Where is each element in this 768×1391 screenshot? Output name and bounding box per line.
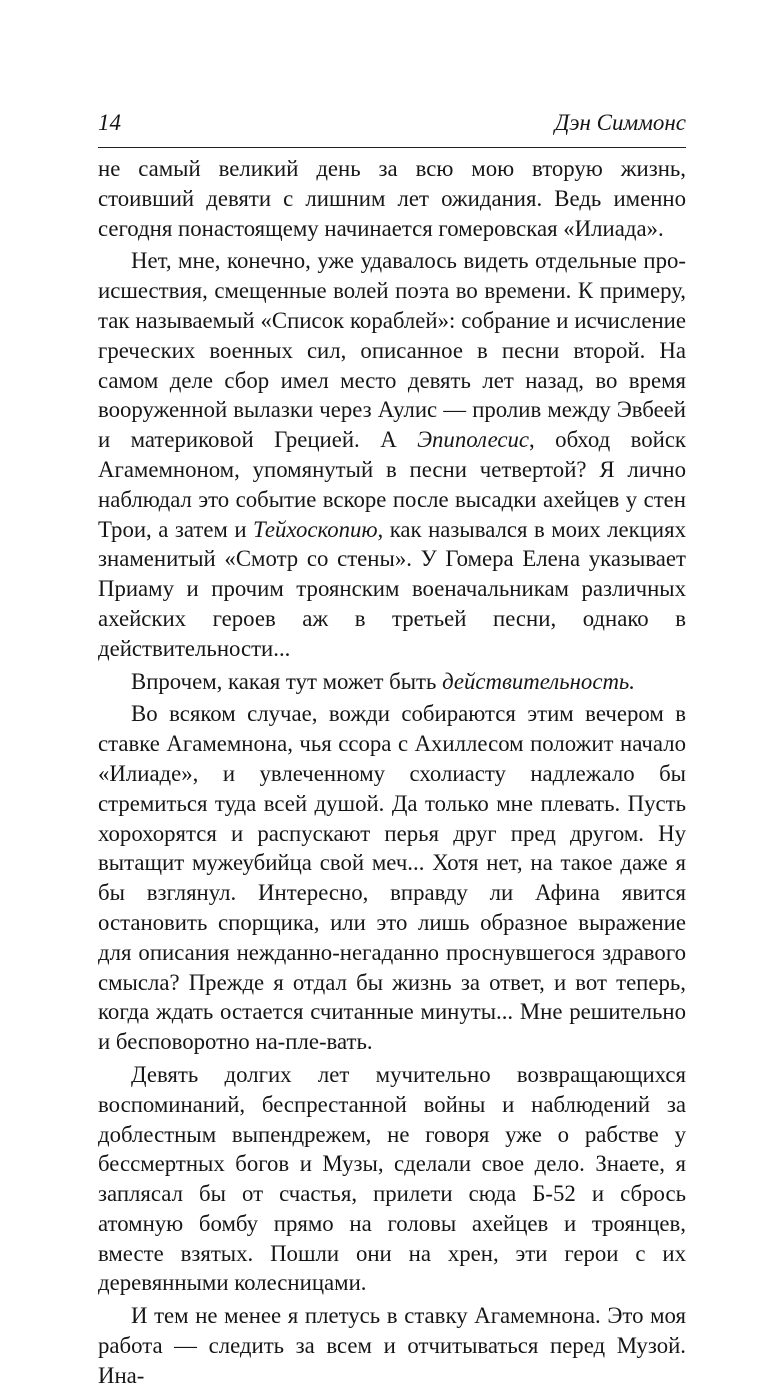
header-rule	[98, 147, 686, 148]
page-number: 14	[98, 110, 121, 135]
paragraph-3-part-a: Впрочем, какая тут может быть	[131, 668, 443, 694]
paragraph-2-part-c: , как назывался в моих лекциях знаменитый «Смотр со стены». У Гомера Елена указывает Приаму и прочим троянским военачальникам различных ахейских героев аж в третьей песни, однако в действительности...	[98, 516, 686, 661]
body-text	[98, 154, 686, 1391]
term-teichoskopia: Тейхоскопию	[253, 516, 378, 542]
paragraph-4: Во всяком случае, вожди собираются этим вечером в ставке Агамемнона, чья ссора с Ахиллесом положит начало «Илиаде», и увлеченному схолиасту надлежало бы стремиться туда всей душой. Да только мне плевать. Пусть хорохорятся и распускают перья друг пред другом. Ну вытащит мужеубийца свой меч... Хотя нет, на такое даже я бы взглянул. Интересно, вправду ли Афина явится остановить спорщика, или это лишь образное выражение для описания нежданно-негаданно проснувшегося здравого смысла? Прежде я отдал бы жизнь за ответ, и вот теперь, когда ждать остается считанные минуты... Мне решительно и бесповоротно на-пле-вать.	[98, 701, 686, 1055]
paragraph-3	[98, 667, 686, 697]
running-header	[98, 108, 686, 142]
paragraph-5: Девять долгих лет мучительно возвращающихся воспоминаний, беспрестанной войны и наблюдений за доблестным выпендрежем, не говоря уже о рабстве у бессмертных богов и Музы, сделали свое дело. Знаете, я заплясал бы от счастья, прилети сюда Б-52 и сбрось атомную бомбу прямо на головы ахейцев и троянцев, вместе взятых. Пошли они на хрен, эти герои с их деревянными колесницами.	[98, 1061, 686, 1296]
paragraph-2	[98, 246, 686, 663]
paragraph-6: И тем не менее я плетусь в ставку Агамемнона. Это моя работа — следить за всем и отчитываться перед Музой. Ина-	[98, 1303, 686, 1388]
term-epipolesis: Эпиполесис	[417, 427, 530, 453]
paragraph-1: не самый великий день за всю мою вторую жизнь, стоивший девяти с лишним лет ожидания. Ведь именно сегодня понастоящему начинается гомеровская «Илиада».	[98, 156, 686, 241]
running-head-author: Дэн Симмонс	[554, 110, 686, 135]
paragraph-2-part-a: Нет, мне, конечно, уже удавалось видеть отдельные происшествия, смещенные волей поэта во времени. К примеру, так называемый «Список кораблей»: собрание и исчисление греческих военных сил, описанное в песни второй. На самом деле сбор имел место девять лет назад, во время вооруженной вылазки через Аулис — пролив между Эвбеей и материковой Грецией. А	[98, 248, 686, 453]
paragraph-2-part-b: , обход войск Агамемноном, упомянутый в песни четвертой? Я лично наблюдал это событие вскоре после высадки ахейцев у стен Трои, а затем и	[98, 427, 687, 542]
term-reality: действительность.	[442, 668, 635, 694]
